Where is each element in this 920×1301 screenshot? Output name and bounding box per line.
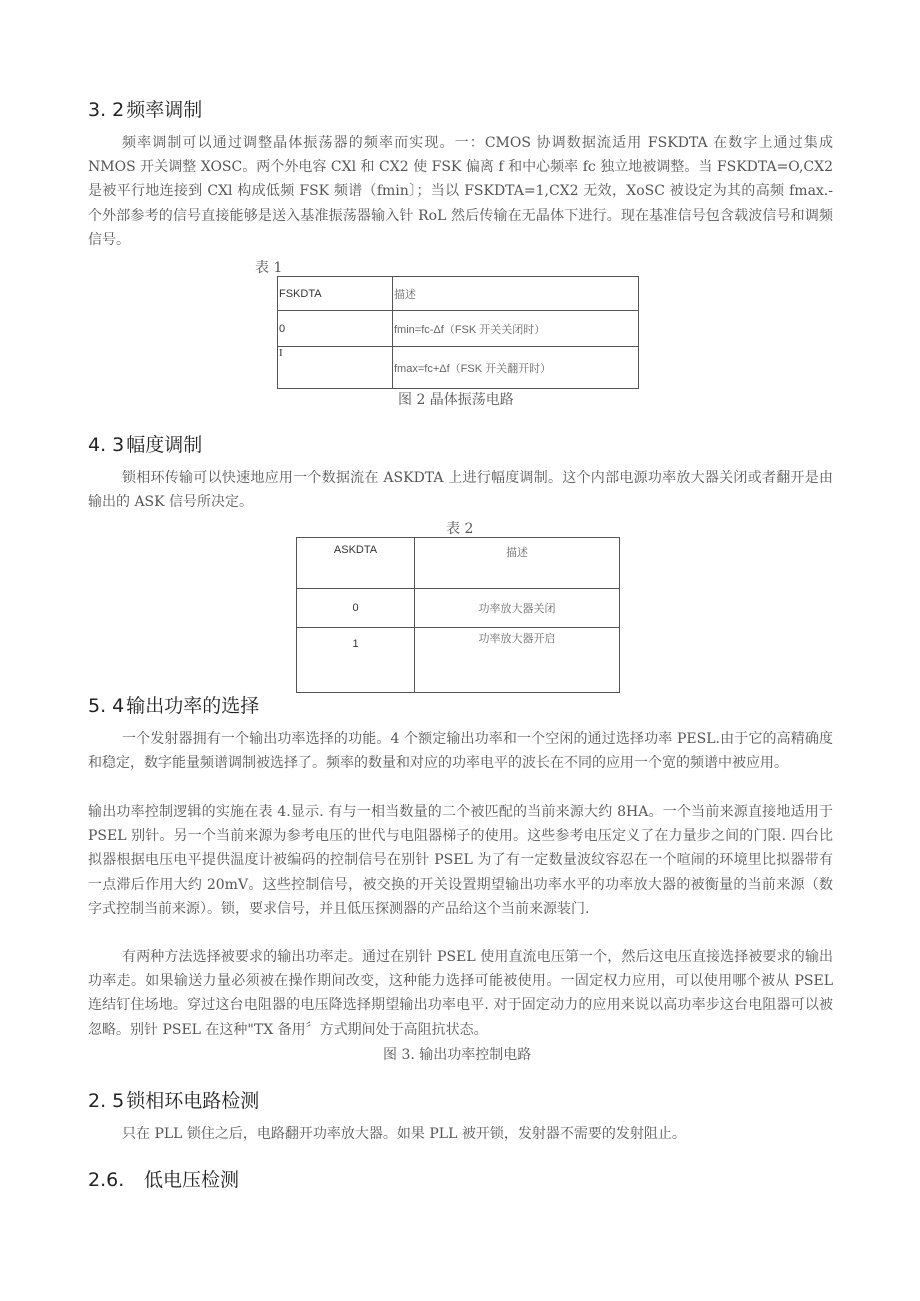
section-title: 频率调制 (126, 99, 203, 121)
paragraph-amplitude-modulation: 锁相环传输可以快速地应用一个数据流在 ASKDTA 上进行幅度调制。这个内部电源功率放大器关闭或者翻开是由输出的 ASK 信号所决定。 (88, 470, 833, 511)
table-cell: 1 (297, 628, 415, 693)
table-2-label: 表 2 (446, 521, 474, 537)
section-title: 锁相环电路检测 (126, 1090, 260, 1112)
figure-2-caption: 图 2 晶体振荡电路 (398, 392, 514, 408)
table-cell: 功率放大器开启 (415, 628, 620, 693)
table-header-row (278, 277, 639, 311)
section-number: 2. 5 (88, 1090, 125, 1112)
section-number: 3. 2 (88, 99, 125, 121)
paragraph-output-power-3: 有两种方法选择被要求的输出功率走。通过在别针 PSEL 使用直流电压第一个，然后这电压直接选择被要求的输出功率走。如果输送力量必须被在操作期间改变，这种能力选择可能被使用。一固定权力应用，可以使用哪个被从 PSEL 连结钉住场地。穿过这台电阻器的电压降选择期望输出功率电平. 对于固定动力的应用来说以高功率步这台电阻器可以被忽略。别针 PSEL 在这种"TX 备用〞方式期间处于高阻抗状态。 (88, 949, 833, 1038)
section-heading-amplitude-modulation (88, 430, 202, 457)
section-title: 幅度调制 (126, 434, 203, 456)
table-cell: fmax=fc+Δf（FSK 开关翻开时） (393, 347, 639, 389)
section-number: 5. 4 (88, 695, 125, 717)
paragraph-output-power-1: 一个发射器拥有一个输出功率选择的功能。4 个额定输出功率和一个空闲的通过选择功率 PESL.由于它的高精确度和稳定，数字能量频谱调制被选择了。频率的数量和对应的功率电平的波长在不同的应用一个宽的频谱中被应用。 (88, 731, 833, 772)
section-number: 4. 3 (88, 434, 125, 456)
table-cell: 0 (297, 589, 415, 628)
table-header-cell: 描述 (415, 538, 620, 589)
paragraph-frequency-modulation: 频率调制可以通过调整晶体振荡器的频率而实现。一：CMOS 协调数据流适用 FSKDTA 在数字上通过集成 NMOS 开关调整 XOSC。两个外电容 CXl 和 CX2 使 FSK 偏离 f 和中心频率 fc 独立地被调整。当 FSKDTA=O,CX2 是被平行地连接到 CXl 构成低频 FSK 频谱（fmin〕；当以 FSKDTA=1,CX2 无效，XoSC 被设定为其的高频 fmax.-个外部参考的信号直接能够是送入基准振荡器输入针 RoL 然后传输在无晶体下进行。现在基准信号包含载波信号和调频信号。 (88, 135, 833, 248)
table-1-label: 表 1 (255, 260, 283, 276)
table-row (278, 347, 639, 389)
table-cell: fmin=fc-Δf（FSK 开关关闭时） (393, 311, 639, 347)
table-header-cell: FSKDTA (278, 277, 393, 311)
figure-3-caption: 图 3. 输出功率控制电路 (383, 1047, 532, 1063)
section-title: 低电压检测 (144, 1169, 240, 1191)
paragraph-output-power-2: 输出功率控制逻辑的实施在表 4.显示. 有与一相当数量的二个被匹配的当前来源大约 8HA。一个当前来源直接地适用于 PSEL 别针。另一个当前来源为参考电压的世代与电阻器梯子的使用。这些参考电压定义了在力量步之间的门限. 四台比拟器根据电压电平提供温度计被编码的控制信号在别针 PSEL 为了有一定数量波纹容忍在一个喧闹的环境里比拟器带有一点滞后作用大约 20mV。这些控制信号，被交换的开关设置期望输出功率水平的功率放大器的被衡量的当前来源（数字式控制当前来源）。锁，要求信号，并且低压探测器的产品给这个当前来源装门. (88, 804, 833, 917)
paragraph-pll-detection: 只在 PLL 锁住之后，电路翻开功率放大器。如果 PLL 被开锁，发射器不需要的发射阻止。 (122, 1126, 686, 1142)
section-heading-frequency-modulation (88, 95, 202, 122)
table-row (297, 628, 620, 693)
section-number: 2.6. (88, 1169, 125, 1191)
table-row (278, 311, 639, 347)
table-header-cell: ASKDTA (297, 538, 415, 589)
table-cell: 0 (278, 311, 393, 347)
section-title: 输出功率的选择 (126, 695, 260, 717)
table-cell: 功率放大器关闭 (415, 589, 620, 628)
table-header-row (297, 538, 620, 589)
table-askdta (296, 537, 620, 693)
section-heading-pll-detection (88, 1086, 259, 1113)
section-heading-low-voltage-detection (88, 1165, 239, 1192)
table-fskdta (277, 276, 639, 389)
section-heading-output-power-selection (88, 691, 259, 718)
table-header-cell: 描述 (393, 277, 639, 311)
table-row (297, 589, 620, 628)
table-cell: I (278, 347, 393, 389)
